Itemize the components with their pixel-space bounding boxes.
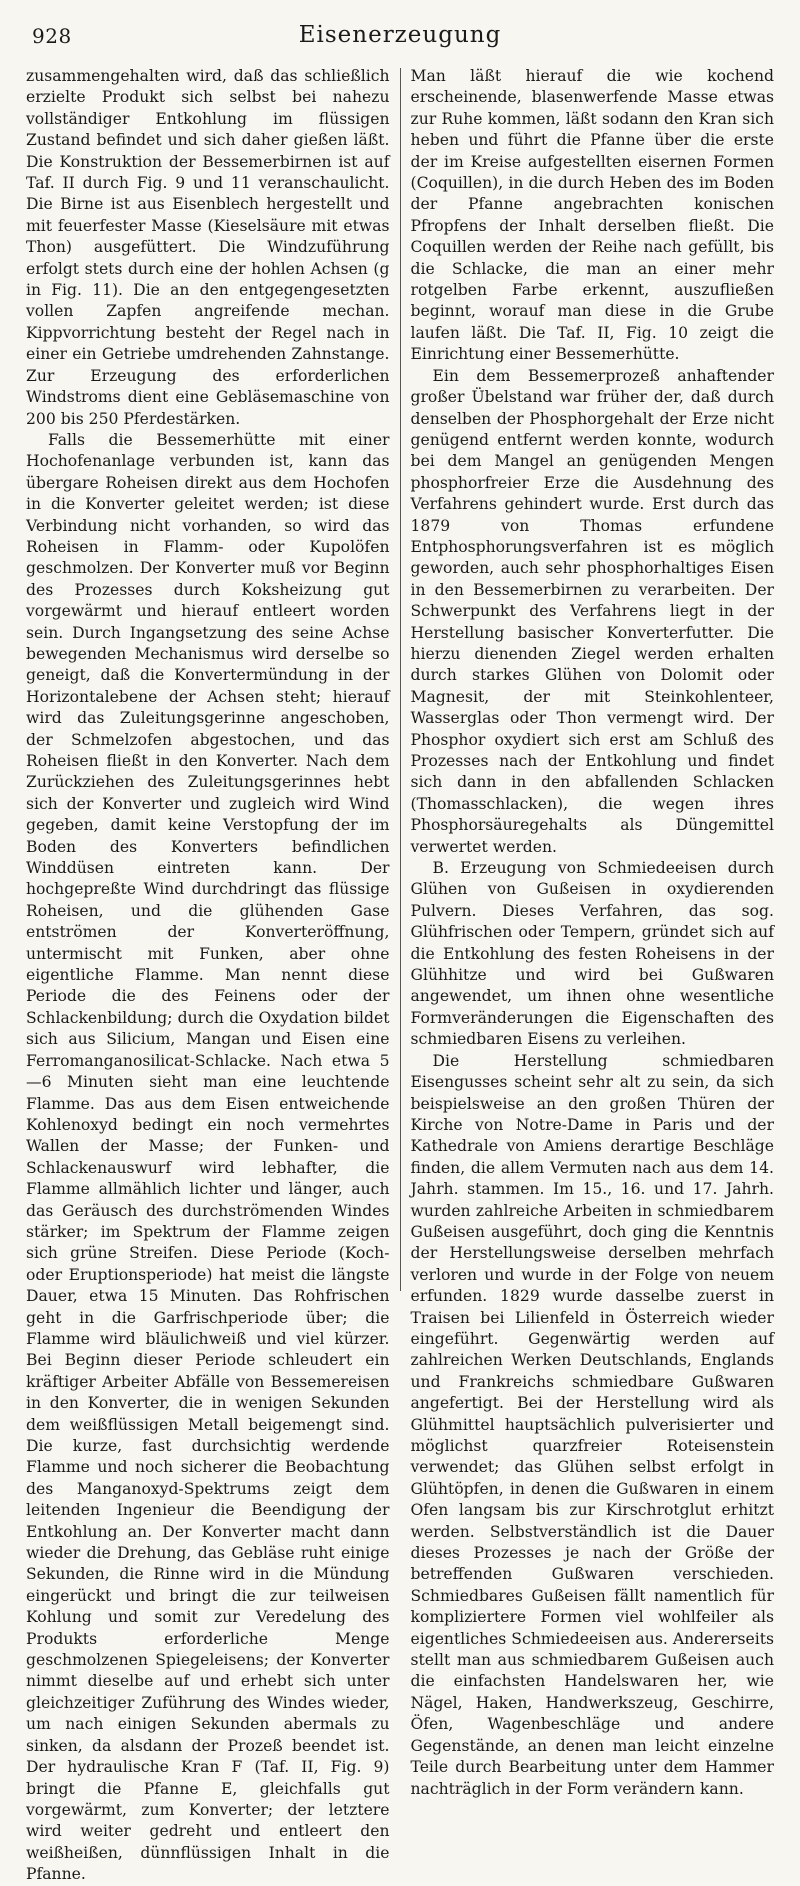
paragraph: Man läßt hierauf die wie kochend erscheinende, blasenwerfende Masse etwas zur Ruhe kommen, läßt sodann den Kran sich heben und führt die Pfanne über die erste der im Kreise aufgestellten eisernen Formen (Coquillen), in die durch Heben des im Boden der Pfanne angebrachten konischen Pfropfens der Inhalt derselben fließt. Die Coquillen werden der Reihe nach gefüllt, bis die Schlacke, die man an einer mehr rotgelben Farbe erkennt, auszufließen beginnt, worauf man diese in die Grube laufen läßt. Die Taf. II, Fig. 10 zeigt die Einrichtung einer Bessemerhütte. [410,67,774,364]
left-column [26,66,400,1884]
page-header [28,14,772,54]
paragraph: Ein dem Bessemerprozeß anhaftender großer Übelstand war früher der, daß durch denselben der Phosphorgehalt der Erze nicht genügend entfernt werden konnte, wodurch bei dem Mangel an genügenden Mengen phosphorfreier Erze die Ausdehnung des Verfahrens gehindert wurde. Erst durch das 1879 von Thomas erfundene Entphosphorungsverfahren ist es möglich geworden, auch sehr phosphorhaltiges Eisen in den Bessemerbirnen zu verarbeiten. Der Schwerpunkt des Verfahrens liegt in der Herstellung basischer Konverterfutter. Die hierzu dienenden Ziegel werden erhalten durch starkes Glühen von Dolomit oder Magnesit, der mit Steinkohlenteer, Wasserglas oder Thon vermengt wird. Der Phosphor oxydiert sich erst am Schluß des Prozesses nach der Entkohlung und findet sich dann in den abfallenden Schlacken (Thomasschlacken), die wegen ihres Phosphorsäuregehalts als Düngemittel verwertet werden. [410,366,774,856]
paragraph: Die Herstellung schmiedbaren Eisengusses scheint sehr alt zu sein, da sich beispielsweise an den großen Thüren der Kirche von Notre-Dame in Paris und der Kathedrale von Amiens derartige Beschläge finden, die allem Vermuten nach aus dem 14. Jahrh. stammen. Im 15., 16. und 17. Jahrh. wurden zahlreiche Arbeiten in schmiedbarem Gußeisen ausgeführt, doch ging die Kenntnis der Herstellungsweise derselben mehrfach verloren und wurde in der Folge von neuem erfunden. 1829 wurde dasselbe zuerst in Traisen bei Lilienfeld in Österreich wieder eingeführt. Gegenwärtig werden auf zahlreichen Werken Deutschlands, Englands und Frankreichs schmiedbare Gußwaren angefertigt. Bei der Herstellung wird als Glühmittel hauptsächlich pulverisierter und möglichst quarzfreier Roteisenstein verwendet; das Glühen selbst erfolgt in Glühtöpfen, in denen die Gußwaren in einem Ofen langsam bis zur Kirschrotglut erhitzt werden. Selbstverständlich ist die Dauer dieses Prozesses je nach der Größe der betreffenden Gußwaren verschieden. Schmiedbares Gußeisen fällt namentlich für kompliziertere Formen viel wohlfeiler als eigentliches Schmiedeeisen aus. Andererseits stellt man aus schmiedbarem Gußeisen auch die einfachsten Handelswaren her, wie Nägel, Haken, Handwerkszeug, Geschirre, Öfen, Wagenbeschläge und andere Gegenstände, an denen man leicht einzelne Teile durch Bearbeitung unter dem Hammer nachträglich in der Form verändern kann. [410,1051,774,1798]
paragraph: zusammengehalten wird, daß das schließlich erzielte Produkt sich selbst bei nahezu vollständiger Entkohlung im flüssigen Zustand befindet und sich daher gießen läßt. Die Konstruktion der Bessemerbirnen ist auf Taf. II durch Fig. 9 und 11 veranschaulicht. Die Birne ist aus Eisenblech hergestellt und mit feuerfester Masse (Kieselsäure mit etwas Thon) ausgefüttert. Die Windzuführung erfolgt stets durch eine der hohlen Achsen (g in Fig. 11). Die an den entgegengesetzten vollen Zapfen angreifende mechan. Kippvorrichtung besteht der Regel nach in einer ein Getriebe umdrehenden Zahnstange. Zur Erzeugung des erforderlichen Windstroms dient eine Gebläsemaschine von 200 bis 250 Pferdestärken. [26,67,390,428]
right-column [401,66,775,1798]
paragraph: Falls die Bessemerhütte mit einer Hochofenanlage verbunden ist, kann das übergare Roheisen direkt aus dem Hochofen in die Konverter geleitet werden; ist diese Verbindung nicht vorhanden, so wird das Roheisen in Flamm- oder Kupolöfen geschmolzen. Der Konverter muß vor Beginn des Prozesses durch Koksheizung gut vorgewärmt und hierauf entleert worden sein. Durch Ingangsetzung des seine Achse bewegenden Mechanismus wird derselbe so geneigt, daß die Konvertermündung in der Horizontalebene der Achsen steht; hierauf wird das Zuleitungsgerinne angeschoben, der Schmelzofen abgestochen, und das Roheisen fließt in den Konverter. Nach dem Zurückziehen des Zuleitungsgerinnes hebt sich der Konverter und zugleich wird Wind gegeben, damit keine Verstopfung der im Boden des Konverters befindlichen Winddüsen eintreten kann. Der hochgepreßte Wind durchdringt das flüssige Roheisen, und die glühenden Gase entströmen der Konverteröffnung, untermischt mit Funken, aber ohne eigentliche Flamme. Man nennt diese Periode die des Feinens oder der Schlackenbildung; durch die Oxydation bildet sich aus Silicium, Mangan und Eisen eine Ferromanganosilicat-Schlacke. Nach etwa 5—6 Minuten sieht man eine leuchtende Flamme. Das aus dem Eisen entweichende Kohlenoxyd bedingt ein noch vermehrtes Wallen der Masse; der Funken- und Schlackenauswurf wird lebhafter, die Flamme allmählich lichter und länger, auch das Geräusch des durchströmenden Windes stärker; im Spektrum der Flamme zeigen sich grüne Streifen. Diese Periode (Koch- oder Eruptionsperiode) hat meist die längste Dauer, etwa 15 Minuten. Das Rohfrischen geht in die Garfrischperiode über; die Flamme wird bläulichweiß und viel kürzer. Bei Beginn dieser Periode schleudert ein kräftiger Arbeiter Abfälle von Bessemereisen in den Konverter, die in wenigen Sekunden dem weißflüssigen Metall beigemengt sind. Die kurze, fast durchsichtig werdende Flamme und noch sicherer die Beobachtung des Manganoxyd-Spektrums zeigt dem leitenden Ingenieur die Beendigung der Entkohlung an. Der Konverter macht dann wieder die Drehung, das Gebläse ruht einige Sekunden, die Rinne wird in die Mündung eingerückt und bringt die zur teilweisen Kohlung und somit zur Veredelung des Produkts erforderliche Menge geschmolzenen Spiegeleisens; der Konverter nimmt dieselbe auf und erhebt sich unter gleichzeitiger Zuführung des Windes wieder, um nach einigen Sekunden abermals zu sinken, da alsdann der Prozeß beendet ist. Der hydraulische Kran F (Taf. II, Fig. 9) bringt die Pfanne E, gleichfalls gut vorgewärmt, zum Konverter; der letztere wird weiter gedreht und entleert den weißheißen, dünnflüssigen Inhalt in die Pfanne. [26,430,390,1884]
page-number: 928 [32,24,72,48]
running-title: Eisenerzeugung [298,22,502,48]
text-columns [26,66,774,1884]
paragraph: B. Erzeugung von Schmiedeeisen durch Glühen von Gußeisen in oxydierenden Pulvern. Dieses Verfahren, das sog. Glühfrischen oder Tempern, gründet sich auf die Entkohlung des festen Roheisens in der Glühhitze und wird bei Gußwaren angewendet, um ihnen ohne wesentliche Formveränderungen die Eigenschaften des schmiedbaren Eisens zu verleihen. [410,859,774,1049]
